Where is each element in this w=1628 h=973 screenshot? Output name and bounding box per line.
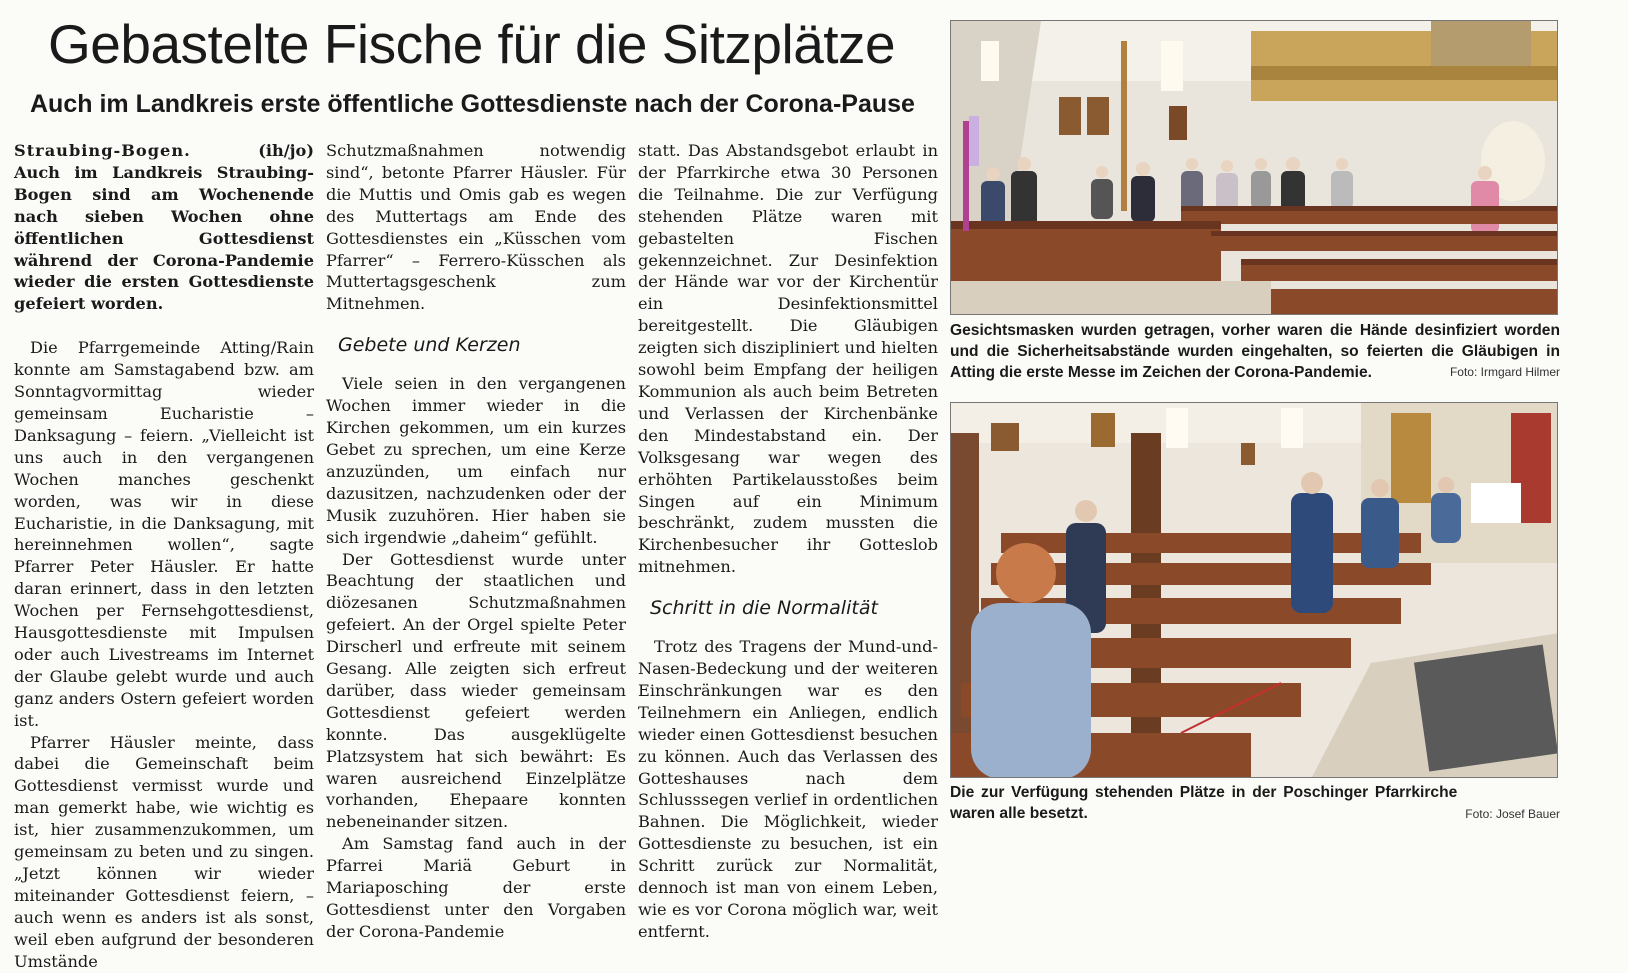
body-paragraph: Die Pfarrgemeinde Atting/Rain konnte am Samstagabend bzw. am Sonntagvormittag wieder gemeinsam Eucharistie – Danksagung – feiern. „Vielleicht ist uns auch in den vergangenen Wochen manches geschenkt worden, was wir in diese Eucharistie, in die Danksagung, mit hereinnehmen wollen“, sagte Pfarrer Peter Häusler. Er hatte daran erinnert, dass in den letzten Wochen per Fernsehgottesdienst, Hausgottesdienste mit Impulsen oder auch Livestreams im Internet der Glaube gelebt wurde und auch ganz anders Ostern gefeiert worden ist.	[14, 338, 314, 730]
dateline: Straubing-Bogen.	[14, 141, 191, 160]
church-photo-poschinger	[950, 402, 1558, 778]
body-paragraph: Trotz des Tragens der Mund-und-Nasen-Bedeckung und der weiteren Einschränkungen war es den Teilnehmern ein Anliegen, endlich wieder einen Gottesdienst besuchen zu können. Auch das Verlassen des Gotteshauses nach dem Schlusssegen verlief in ordentlichen Bahnen. Die Möglichkeit, wieder Gottesdienste zu besuchen, ist ein Schritt zurück zur Normalität, dennoch ist man von einem Leben, wie es vor Corona möglich war, weit entfernt.	[638, 637, 938, 941]
photo-credit: Foto: Irmgard Hilmer	[1449, 365, 1560, 379]
subheading: Gebete und Kerzen	[338, 334, 521, 357]
body-paragraph: Der Gottesdienst wurde unter Beachtung der staatlichen und diözesanen Schutzmaßnahmen gefeiert. An der Orgel spielte Peter Dirscherl und erfreute mit seinem Gesang. Alle zeigten sich erfreut darüber, dass wieder gemeinsam Gottesdienst gefeiert werden konnte. Das ausgeklügelte Platzsystem hat sich bewährt: Es waren ausreichend Einzelplätze vorhanden, Ehepaare konnten nebeneinander sitzen.	[326, 549, 626, 832]
lead-paragraph	[14, 140, 314, 315]
author-initials: (ih/jo)	[258, 141, 314, 160]
lead-text: Auch im Landkreis Straubing-Bogen sind am Wochenende nach sieben Wochen ohne öffentlichen Gottesdienst während der Corona-Pandemie wieder die ersten Gottesdienste gefeiert worden.	[14, 162, 314, 314]
article-column-2	[326, 140, 626, 943]
article-column-3	[638, 140, 938, 943]
caption-text: Gesichtsmasken wurden getragen, vorher waren die Hände desinfiziert worden und die Sicherheitsabstände wurden eingehalten, so feierten die Gläubigen in Atting die erste Messe im Zeichen der Corona-Pandemie.	[950, 322, 1560, 381]
body-paragraph: statt. Das Abstandsgebot erlaubt in der Pfarrkirche etwa 30 Personen die Teilnahme. Die zur Verfügung stehenden Plätze waren mit gebastelten Fischen gekennzeichnet. Zur Desinfektion der Hände war vor der Kirchentür ein Desinfektionsmittel bereitgestellt. Die Gläubigen zeigten sich diszipliniert und hielten sowohl beim Empfang der heiligen Kommunion als auch beim Betreten und Verlassen der Kirchenbänke den Mindestabstand ein. Der Volksgesang war wegen des erhöhten Partikelausstoßes beim Singen auf ein Minimum beschränkt, zudem mussten die Kirchenbesucher ihr Gotteslob mitnehmen.	[638, 141, 938, 577]
article-column-1	[14, 140, 314, 973]
body-paragraph: Pfarrer Häusler meinte, dass dabei die Gemeinschaft beim Gottesdienst vermisst wurde und man gemerkt habe, wie wichtig es ist, hier zusammenzukommen, um gemeinsam zu beten und zu singen. „Jetzt können wir wieder miteinander Gottesdienst feiern, – auch wenn es anders ist als sonst, weil eben aufgrund der besonderen Umstände	[14, 732, 314, 971]
church-photo-atting	[950, 20, 1558, 315]
photo-caption-1	[950, 320, 1560, 383]
subheading: Schritt in die Normalität	[650, 597, 878, 620]
body-paragraph: Schutzmaßnahmen notwendig sind“, betonte Pfarrer Häusler. Für die Muttis und Omis gab es wegen des Muttertags am Ende des Gottesdienstes ein „Küsschen vom Pfarrer“ – Ferrero-Küsschen als Muttertagsgeschenk zum Mitnehmen.	[326, 141, 626, 314]
church-interior-illustration	[951, 403, 1558, 778]
caption-text: Die zur Verfügung stehenden Plätze in der Poschinger Pfarrkirche waren alle besetzt.	[950, 784, 1458, 822]
body-paragraph: Viele seien in den vergangenen Wochen immer wieder in die Kirchen gekommen, um ein kurzes Gebet zu sprechen, um eine Kerze anzuzünden, um einfach nur dazusitzen, nachzudenken oder der Musik zuzuhören. Hier haben sie sich irgendwie „daheim“ gefühlt.	[326, 374, 626, 547]
photo-credit: Foto: Josef Bauer	[1465, 807, 1560, 821]
photo-caption-2	[950, 782, 1560, 825]
church-interior-illustration	[951, 21, 1558, 315]
body-paragraph: Am Samstag fand auch in der Pfarrei Mariä Geburt in Mariaposching der erste Gottesdienst unter den Vorgaben der Corona-Pandemie	[326, 834, 626, 941]
subheadline: Auch im Landkreis erste öffentliche Gottesdienste nach der Corona-Pause	[30, 90, 915, 118]
headline: Gebastelte Fische für die Sitzplätze	[48, 13, 896, 75]
